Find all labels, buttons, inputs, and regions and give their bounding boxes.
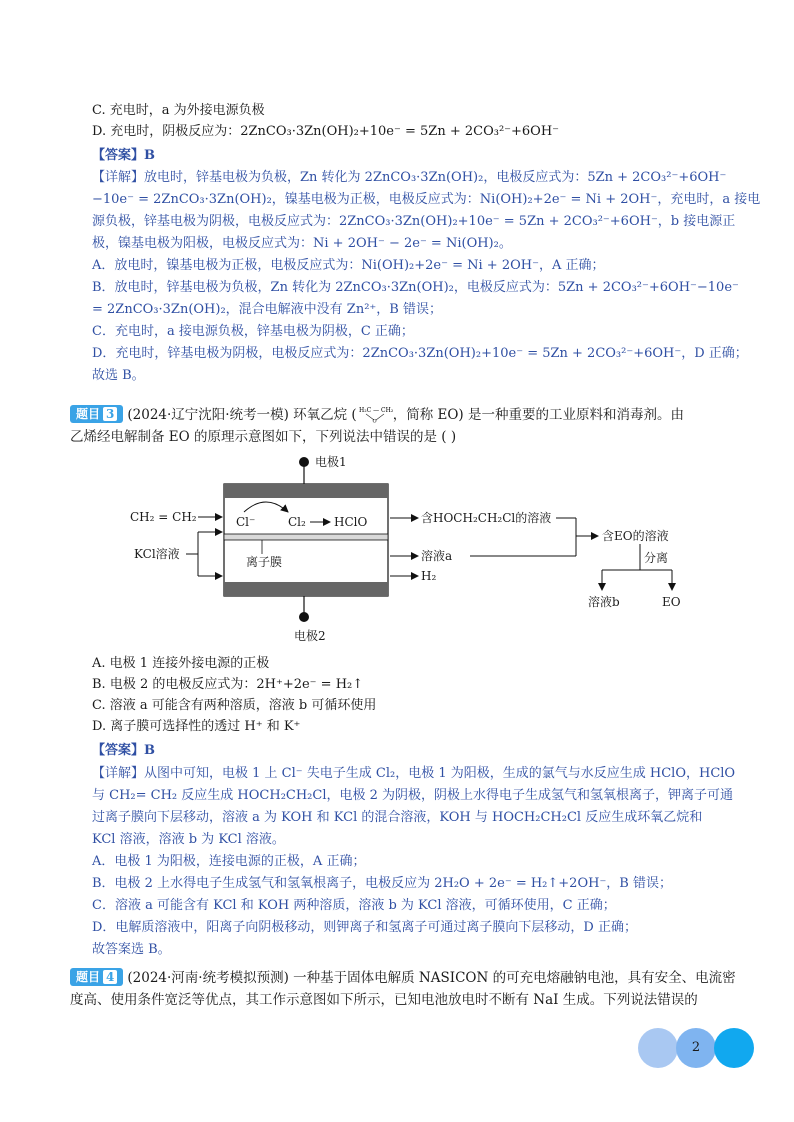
electrode2-plate bbox=[224, 582, 388, 596]
electrolysis-diagram bbox=[128, 452, 718, 647]
page-number-badge bbox=[638, 1028, 754, 1068]
q2-detail-line: 源负极，锌基电极为阴极，电极反应式为：2ZnCO₃·3Zn(OH)₂+10e⁻ = 5Zn + 2CO₃²⁻+6OH⁻，b 接电源正 bbox=[92, 214, 736, 229]
electrode1-terminal bbox=[299, 457, 309, 467]
separation-label: 分离 bbox=[644, 551, 669, 565]
q3-detail-line: 与 CH₂= CH₂ 反应生成 HOCH₂CH₂Cl，电极 2 为阴极，阴极上水得电子生成氢气和氢氧根离子，钾离子可通 bbox=[92, 788, 734, 803]
eo-label: EO bbox=[662, 595, 681, 609]
decor-circle bbox=[714, 1028, 754, 1068]
q2-detail-line: 故选 B。 bbox=[92, 368, 145, 383]
q3-detail-line: 过离子膜向下层移动，溶液 a 为 KOH 和 KCl 的混合溶液，KOH 与 HOCH₂CH₂Cl 反应生成环氧乙烷和 bbox=[92, 810, 703, 825]
output1-label: 含HOCH₂CH₂Cl的溶液 bbox=[421, 511, 552, 525]
svg-text:H₂C — CH₂: H₂C — CH₂ bbox=[358, 407, 393, 414]
page-number: 2 bbox=[691, 1040, 701, 1055]
q2-detail-line: −10e⁻ = 2ZnCO₃·3Zn(OH)₂，镍基电极为正极，电极反应式为：Ni(OH)₂+2e⁻ = Ni + 2OH⁻，充电时，a 接电 bbox=[92, 192, 761, 207]
q3-detail-line: C．溶液 a 可能含有 KCl 和 KOH 两种溶质，溶液 b 为 KCl 溶液，可循环使用，C 正确； bbox=[92, 898, 616, 913]
q3-header-cont: 乙烯经电解制备 EO 的原理示意图如下，下列说法中错误的是 ( ) bbox=[70, 429, 457, 445]
q3-detail-line: 故答案选 B。 bbox=[92, 942, 171, 957]
chloride-label: Cl⁻ bbox=[236, 515, 256, 529]
kcl-label: KCl溶液 bbox=[134, 547, 180, 561]
q4-header-cont: 度高、使用条件宽泛等优点，其工作示意图如下所示，已知电池放电时不断有 NaI 生成。下列说法错误的 bbox=[70, 992, 698, 1008]
hclo-label: HClO bbox=[334, 515, 368, 529]
electrode1-plate bbox=[224, 484, 388, 498]
solution-a-label: 溶液a bbox=[421, 549, 453, 563]
svg-text:O: O bbox=[372, 418, 377, 423]
electrode1-label: 电极1 bbox=[315, 455, 347, 469]
eo-solution-label: 含EO的溶液 bbox=[602, 529, 669, 543]
q3-option-c: C. 溶液 a 可能含有两种溶质，溶液 b 可循环使用 bbox=[92, 698, 377, 713]
q3-detail-line: A．电极 1 为阳极，连接电源的正极，A 正确； bbox=[92, 854, 366, 869]
q2-detail-line: A．放电时，镍基电极为正极，电极反应式为：Ni(OH)₂+2e⁻ = Ni + 2OH⁻，A 正确； bbox=[92, 258, 605, 273]
decor-circle bbox=[638, 1028, 678, 1068]
electrode2-terminal bbox=[299, 612, 309, 622]
q3-option-d: D. 离子膜可选择性的透过 H⁺ 和 K⁺ bbox=[92, 719, 301, 734]
ethylene-label: CH₂ = CH₂ bbox=[130, 510, 197, 524]
q2-answer: 【答案】B bbox=[92, 148, 155, 163]
q2-detail-line: D．充电时，锌基电极为阴极，电极反应式为：2ZnCO₃·3Zn(OH)₂+10e⁻ = 5Zn + 2CO₃²⁻+6OH⁻，D 正确； bbox=[92, 346, 748, 361]
chlorine-label: Cl₂ bbox=[288, 515, 306, 529]
question-badge: 题目 4 bbox=[70, 968, 123, 986]
q3-header: 题目 3 (2024·辽宁沈阳·统考一模) 环氧乙烷 ( H₂C — CH₂ O ，简称 EO) 是一种重要的工业原料和消毒剂。由 bbox=[70, 405, 684, 426]
q2-option-c: C. 充电时，a 为外接电源负极 bbox=[92, 103, 265, 118]
q2-detail-line: = 2ZnCO₃·3Zn(OH)₂，混合电解液中没有 Zn²⁺，B 错误； bbox=[92, 302, 442, 317]
q2-option-d: D. 充电时，阴极反应为：2ZnCO₃·3Zn(OH)₂+10e⁻ = 5Zn + 2CO₃²⁻+6OH⁻ bbox=[92, 124, 560, 139]
q2-detail-line: C．充电时，a 接电源负极，锌基电极为阴极，C 正确； bbox=[92, 324, 414, 339]
q4-header: 题目 4 (2024·河南·统考模拟预测) 一种基于固体电解质 NASICON 的可充电熔融钠电池，具有安全、电流密 bbox=[70, 968, 736, 989]
epoxide-structure-icon bbox=[357, 405, 393, 423]
hydrogen-label: H₂ bbox=[421, 569, 437, 583]
q2-detail-line: 【详解】放电时，锌基电极为负极，Zn 转化为 2ZnCO₃·3Zn(OH)₂，电极反应式为：5Zn + 2CO₃²⁻+6OH⁻ bbox=[92, 170, 727, 185]
electrode2-label: 电极2 bbox=[294, 629, 326, 643]
membrane-label: 离子膜 bbox=[246, 555, 283, 569]
q3-detail-line: 【详解】从图中可知，电极 1 上 Cl⁻ 失电子生成 Cl₂，电极 1 为阳极，生成的氯气与水反应生成 HClO，HClO bbox=[92, 766, 736, 781]
q3-detail-line: D．电解质溶液中，阳离子向阴极移动，则钾离子和氢离子可通过离子膜向下层移动，D 正确； bbox=[92, 920, 637, 935]
solution-b-label: 溶液b bbox=[588, 595, 620, 609]
q3-detail-line: B．电极 2 上水得电子生成氢气和氢氧根离子，电极反应为 2H₂O + 2e⁻ = H₂↑+2OH⁻，B 错误； bbox=[92, 876, 672, 891]
q3-detail-line: KCl 溶液，溶液 b 为 KCl 溶液。 bbox=[92, 832, 285, 847]
q3-option-b: B. 电极 2 的电极反应式为：2H⁺+2e⁻ = H₂↑ bbox=[92, 677, 364, 692]
ion-membrane bbox=[224, 534, 388, 540]
q2-detail-line: 极，镍基电极为阳极，电极反应式为：Ni + 2OH⁻ − 2e⁻ = Ni(OH)₂。 bbox=[92, 236, 512, 251]
q3-answer: 【答案】B bbox=[92, 743, 155, 758]
q3-option-a: A. 电极 1 连接外接电源的正极 bbox=[92, 656, 270, 671]
q2-detail-line: B．放电时，锌基电极为负极，Zn 转化为 2ZnCO₃·3Zn(OH)₂，电极反应式为：5Zn + 2CO₃²⁻+6OH⁻−10e⁻ bbox=[92, 280, 739, 295]
question-badge: 题目 3 bbox=[70, 405, 123, 423]
